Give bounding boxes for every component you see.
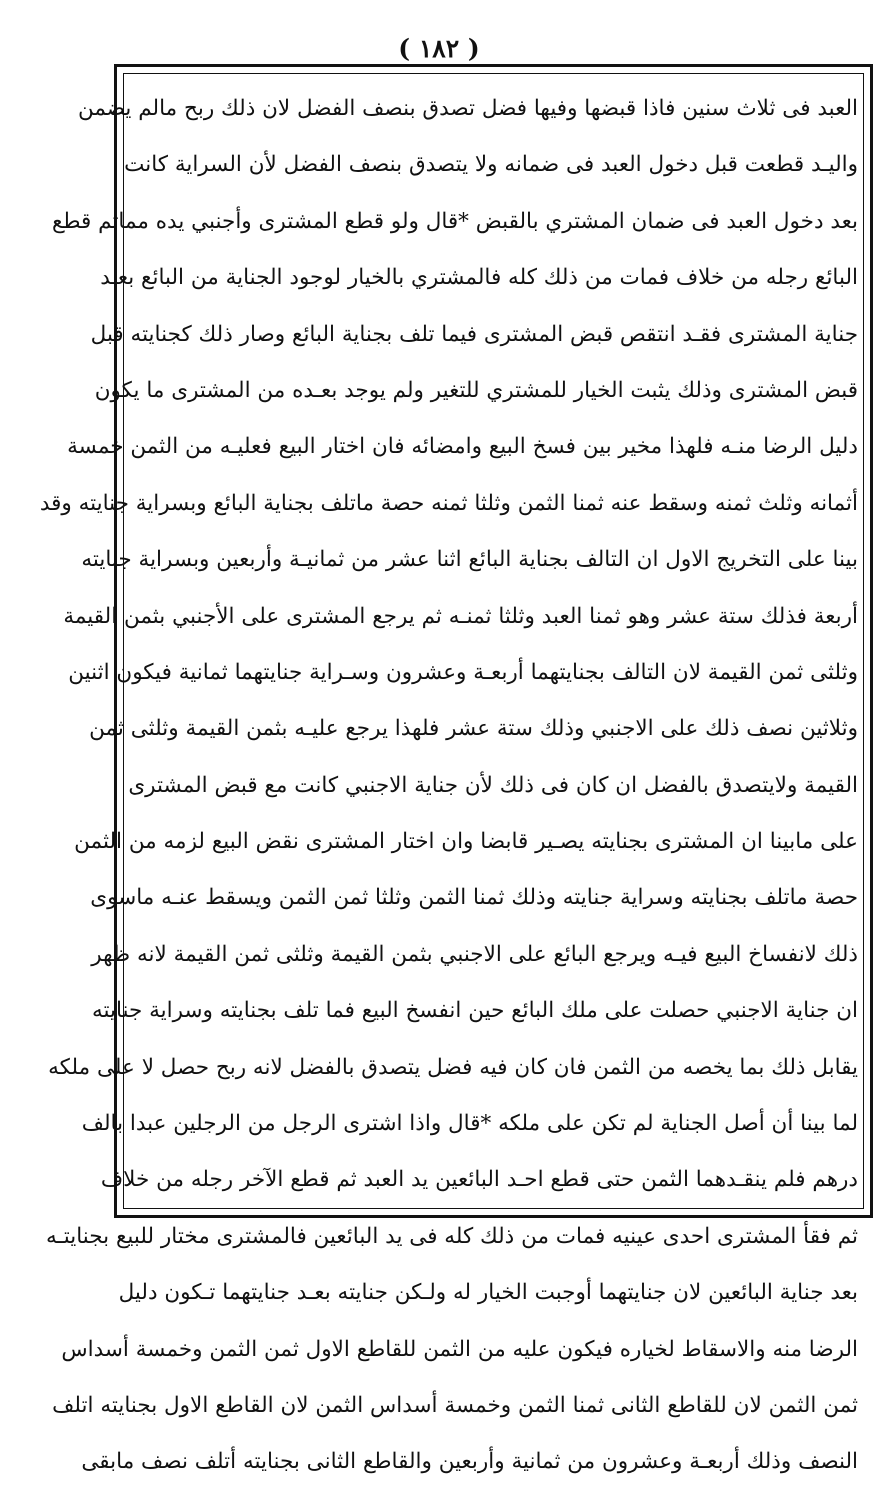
text-line: ثم فقأ المشترى احدى عينيه فمات من ذلك كله فى يد البائعين فالمشترى مختار للبيع بجنايتـه <box>45 1223 858 1249</box>
body-text <box>39 81 858 1491</box>
text-line: ان جناية الاجنبي حصلت على ملك البائع حين انفسخ البيع فما تلف بجنايته وسراية جنايته <box>91 998 858 1024</box>
text-line: واليـد قطعت قبل دخول العبد فى ضمانه ولا يتصدق بنصف الفضل لأن السراية كانت <box>124 152 858 178</box>
text-line: ثمن الثمن لان للقاطع الثانى ثمنا الثمن وخمسة أسداس الثمن لان القاطع الاول بجنايته اتلف <box>52 1392 858 1418</box>
text-line: أثمانه وثلث ثمنه وسقط عنه ثمنا الثمن وثلثا ثمنه حصة ماتلف بجناية البائع وبسراية جنايته وقد <box>39 490 858 516</box>
text-line: ذلك لانفساخ البيع فيـه ويرجع البائع على الاجنبي بثمن القيمة وثلثى ثمن القيمة لانه ظهر <box>91 941 858 967</box>
text-line: البائع رجله من خلاف فمات من ذلك كله فالمشتري بالخيار لوجود الجناية من البائع بعـد <box>100 265 858 291</box>
text-line: النصف وذلك أربعـة وعشرون من ثمانية وأربعين والقاطع الثانى بجنايته أتلف نصف مابقى <box>81 1449 858 1475</box>
text-line: بعد جناية البائعين لان جنايتهما أوجبت الخيار له ولـكن جنايته بعـد جنايتهما تـكون دليل <box>118 1280 858 1306</box>
text-line: قبض المشترى وذلك يثبت الخيار للمشتري للتغير ولم يوجد بعـده من المشترى ما يكون <box>94 377 858 403</box>
text-line: الرضا منه والاسقاط لخياره فيكون عليه من الثمن للقاطع الاول ثمن الثمن وخمسة أسداس <box>61 1336 858 1362</box>
text-line: بينا على التخريج الاول ان التالف بجناية البائع اثنا عشر من ثمانيـة وأربعين وبسراية جنايته <box>81 547 858 573</box>
text-line: بعد دخول العبد فى ضمان المشتري بالقبض *قال ولو قطع المشترى وأجنبي يده مماثم قطع <box>51 208 858 234</box>
text-line: القيمة ولايتصدق بالفضل ان كان فى ذلك لأن جناية الاجنبي كانت مع قبض المشترى <box>128 772 858 798</box>
text-line: يقابل ذلك بما يخصه من الثمن فان كان فيه فضل يتصدق بالفضل لانه ربح حصل لا على ملكه <box>48 1054 858 1080</box>
text-line: وثلثى ثمن القيمة لان التالف بجنايتهما أربعـة وعشرون وسـراية جنايتهما ثمانية فيكون اثنين <box>68 659 858 685</box>
text-line: على مابينا ان المشترى بجنايته يصـير قابضا وان اختار المشترى نقض البيع لزمه من الثمن <box>74 829 858 855</box>
text-line: وثلاثين نصف ذلك على الاجنبي وذلك ستة عشر فلهذا يرجع عليـه بثمن القيمة وثلثى ثمن <box>89 716 858 742</box>
page-number: ( ١٨٢ ) <box>398 34 480 63</box>
text-line: لما بينا أن أصل الجناية لم تكن على ملكه *قال واذا اشترى الرجل من الرجلين عبدا بالف <box>81 1111 858 1137</box>
text-line: درهم فلم ينقـدهما الثمن حتى قطع احـد البائعين يد العبد ثم قطع الآخر رجله من خلاف <box>100 1167 858 1193</box>
text-line: حصة ماتلف بجنايته وسراية جنايته وذلك ثمنا الثمن وثلثا ثمن الثمن ويسقط عنـه ماسوى <box>90 885 858 911</box>
text-line: جناية المشترى فقـد انتقص قبض المشترى فيما تلف بجناية البائع وصار ذلك كجنايته قبل <box>90 321 858 347</box>
text-line: أربعة فذلك ستة عشر وهو ثمنا العبد وثلثا ثمنـه ثم يرجع المشترى على الأجنبي بثمن القيمة <box>63 603 858 629</box>
text-line: دليل الرضا منـه فلهذا مخير بين فسخ البيع وامضائه فان اختار البيع فعليـه من الثمن خمسة <box>67 434 858 460</box>
text-line: العبد فى ثلاث سنين فاذا قبضها وفيها فضل تصدق بنصف الفضل لان ذلك ربح مالم يضمن <box>77 96 858 121</box>
page-border <box>39 64 873 1475</box>
